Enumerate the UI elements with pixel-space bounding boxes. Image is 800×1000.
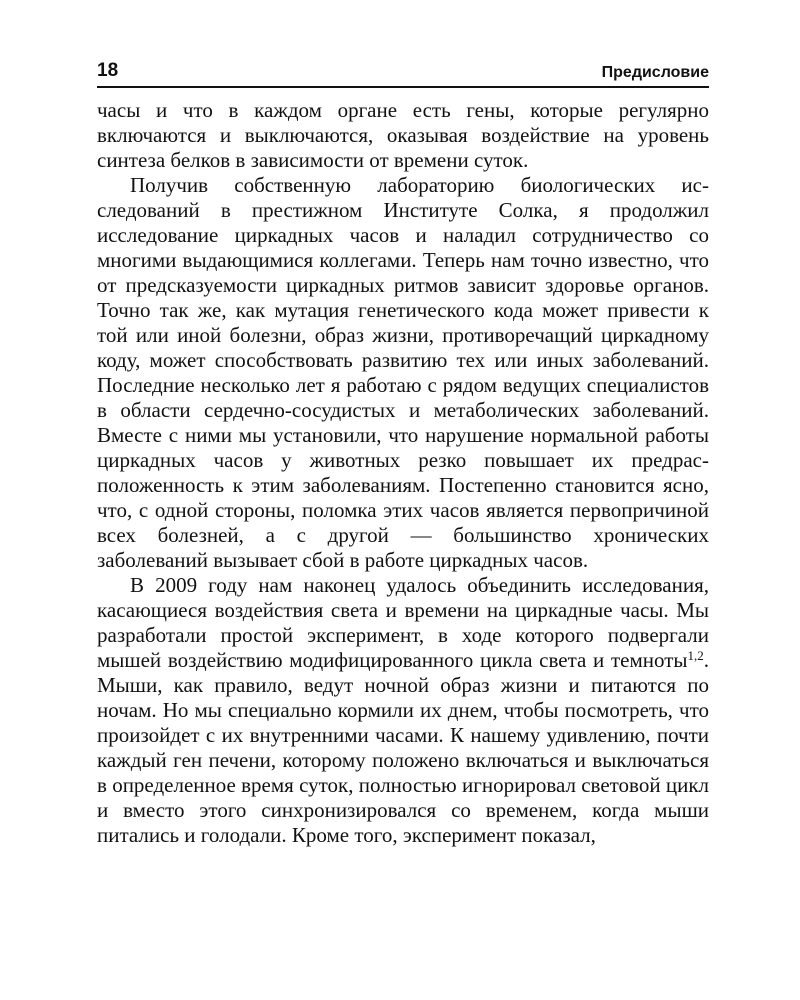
paragraph-text-before-footnote: В 2009 году нам наконец удалось объединить исследования, касающиеся воздействия света и времени на циркадные часы. Мы разработали простой эксперимент, в ходе которого подвергали мышей воздействию модифицированного цикла света и темноты <box>97 573 709 672</box>
page-number: 18 <box>97 60 119 81</box>
paragraph-text-after-footnote: . Мыши, как правило, ведут ночной образ жизни и питаются по ночам. Но мы специально кормили их днем, чтобы посмотреть, что произойдет с их внутренними часами. К нашему удивлению, почти каждый ген печени, которому положено включаться и выключаться в определенное время суток, полностью игнорировал световой цикл и вместо этого синхронизировался со временем, когда мыши питались и голодали. Кроме того, эксперимент показал, <box>97 648 709 847</box>
footnote-reference[interactable]: 1,2 <box>687 648 704 663</box>
body-text <box>97 98 709 848</box>
paragraph-salk-lab: Получив собственную лабораторию биологических исследований в престижном Институте Солка, я продолжил исследование циркадных часов и наладил сотрудничество со многими выдающимися коллегами. Теперь нам точно известно, что от предсказуемости циркадных ритмов зависит здоровье органов. Точно так же, как мутация генетического кода может привести к той или иной болезни, образ жизни, противоречащий циркадному коду, может способствовать развитию тех или иных заболеваний. Последние несколько лет я работаю с рядом ведущих специалистов в области сердечно-сосудистых и метаболических заболеваний. Вместе с ними мы установили, что нарушение нормальной работы циркадных часов у животных резко повышает их предрасположенность к этим заболеваниям. Постепенно становится ясно, что, с одной стороны, поломка этих часов является первопричиной всех болезней, а с другой — большинство хронических заболеваний вызывает сбой в работе циркадных часов. <box>97 173 709 572</box>
book-page <box>97 60 709 848</box>
running-header <box>97 60 709 88</box>
paragraph-2009-experiment <box>97 573 709 848</box>
section-title: Предисловие <box>601 64 709 81</box>
paragraph-continuation: часы и что в каждом органе есть гены, которые регулярно включаются и выключаются, оказывая воздействие на уровень синтеза белков в зависимости от времени суток. <box>97 98 709 172</box>
